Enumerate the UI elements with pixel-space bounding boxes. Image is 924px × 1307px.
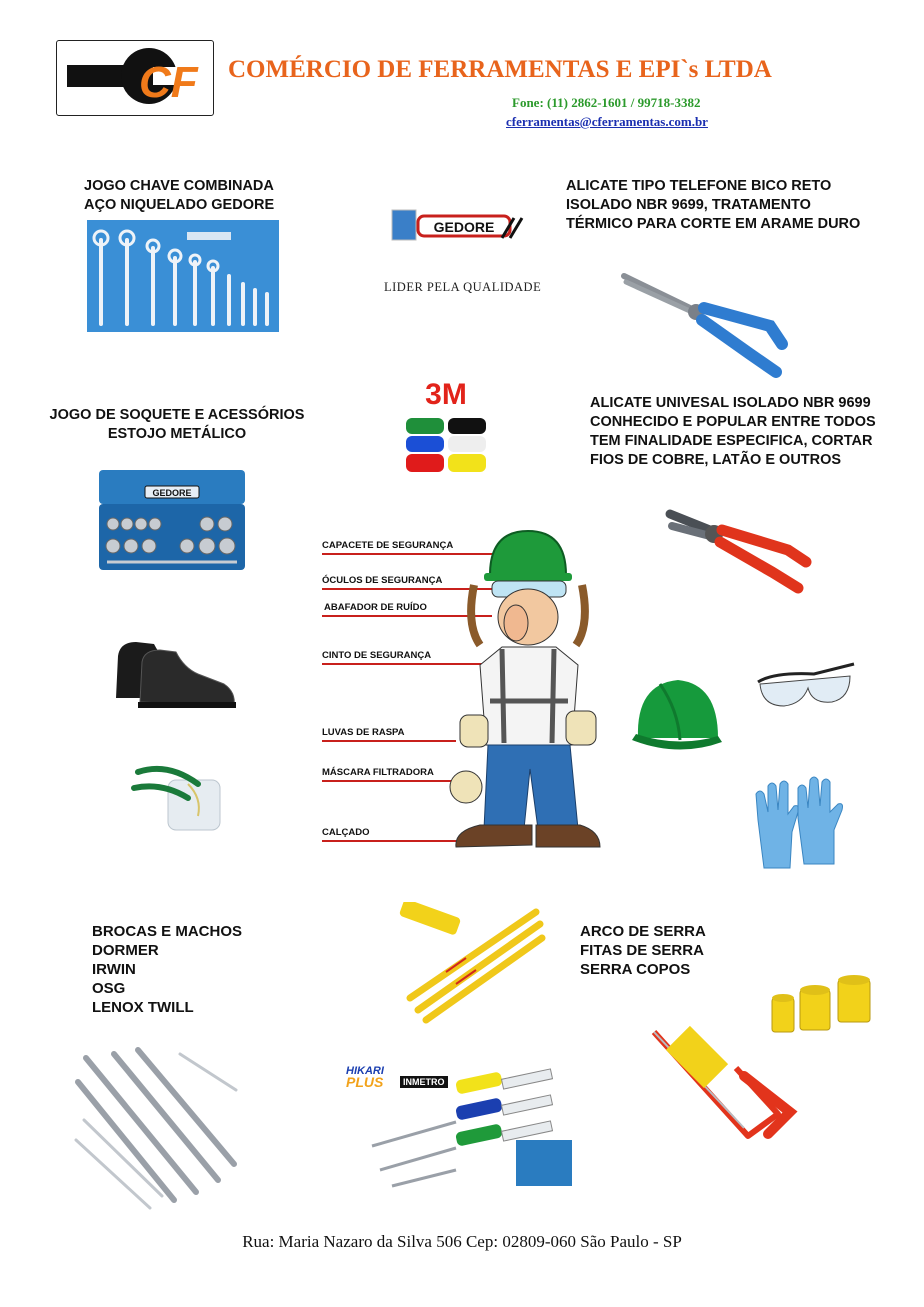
rubber-gloves-image: [750, 772, 850, 872]
soldering-irons-image: [366, 1066, 588, 1190]
safety-worker-illustration: [440, 525, 610, 861]
hacksaw-image: [640, 1016, 804, 1156]
needle-nose-pliers-image: [620, 268, 790, 378]
3m-logo-text: 3M: [425, 378, 467, 411]
gedore-logo: [390, 208, 530, 244]
wrench-set-image: [87, 220, 279, 332]
epi-label-helmet: CAPACETE DE SEGURANÇA: [322, 540, 454, 551]
epi-label-mask: MÁSCARA FILTRADORA: [322, 767, 434, 778]
phone-text: Fone: (11) 2862-1601 / 99718-3382: [512, 95, 701, 110]
drills-label: BROCAS E MACHOS DORMER IRWIN OSG LENOX TWILL: [92, 923, 243, 1016]
socket-set-case-image: [97, 460, 247, 574]
epi-label-ear: ABAFADOR DE RUÍDO: [324, 602, 427, 613]
earplugs-image: [128, 758, 228, 834]
company-name: COMÉRCIO DE FERRAMENTAS E EPI`s LTDA: [228, 56, 772, 83]
epi-label-shoe: CALÇADO: [322, 827, 370, 838]
hikari-logo: HIKARI PLUS: [346, 1065, 384, 1090]
saw-blades-image: [396, 902, 546, 1032]
3m-tapes-image: [400, 374, 492, 480]
epi-line-shoe: [322, 840, 456, 842]
saw-label: ARCO DE SERRA FITAS DE SERRA SERRA COPOS: [580, 923, 706, 978]
epi-label-belt: CINTO DE SEGURANÇA: [322, 650, 432, 661]
epi-label-glasses: ÓCULOS DE SEGURANÇA: [322, 575, 443, 586]
pliers-phone-label: ALICATE TIPO TELEFONE BICO RETO ISOLADO NBR 9699, TRATAMENTO TÉRMICO PARA CORTE EM ARAME DURO: [566, 178, 861, 232]
logo-text: CF: [139, 58, 198, 107]
case-brand-text: GEDORE: [152, 488, 192, 498]
epi-line-mask: [322, 780, 452, 782]
pliers-universal-label: ALICATE UNIVESAL ISOLADO NBR 9699 CONHECIDO E POPULAR ENTRE TODOS TEM FINALIDADE ESPECIFICA, CORTAR FIOS DE COBRE, LATÃO E OUTROS: [590, 395, 876, 468]
tagline: LIDER PELA QUALIDADE: [384, 280, 542, 294]
footer-address: Rua: Maria Nazaro da Silva 506 Cep: 02809-060 São Paulo - SP: [242, 1232, 682, 1251]
safety-glasses-image: [754, 656, 866, 714]
safety-shoes-image: [110, 636, 238, 712]
gedore-logo-text: GEDORE: [433, 219, 495, 235]
socket-set-label: JOGO DE SOQUETE E ACESSÓRIOS ESTOJO METÁLICO: [49, 407, 305, 442]
epi-line-gloves: [322, 740, 456, 742]
inmetro-badge: INMETRO: [400, 1076, 448, 1088]
email-link[interactable]: cferramentas@cferramentas.com.br: [506, 114, 708, 129]
safety-helmet-image: [630, 670, 724, 760]
drill-bits-image: [70, 1044, 242, 1210]
universal-pliers-image: [664, 504, 814, 596]
company-logo: [56, 40, 214, 116]
wrench-logo-icon: [57, 41, 213, 115]
epi-label-gloves: LUVAS DE RASPA: [322, 727, 405, 738]
wrench-set-label: JOGO CHAVE COMBINADA AÇO NIQUELADO GEDORE: [84, 178, 275, 213]
